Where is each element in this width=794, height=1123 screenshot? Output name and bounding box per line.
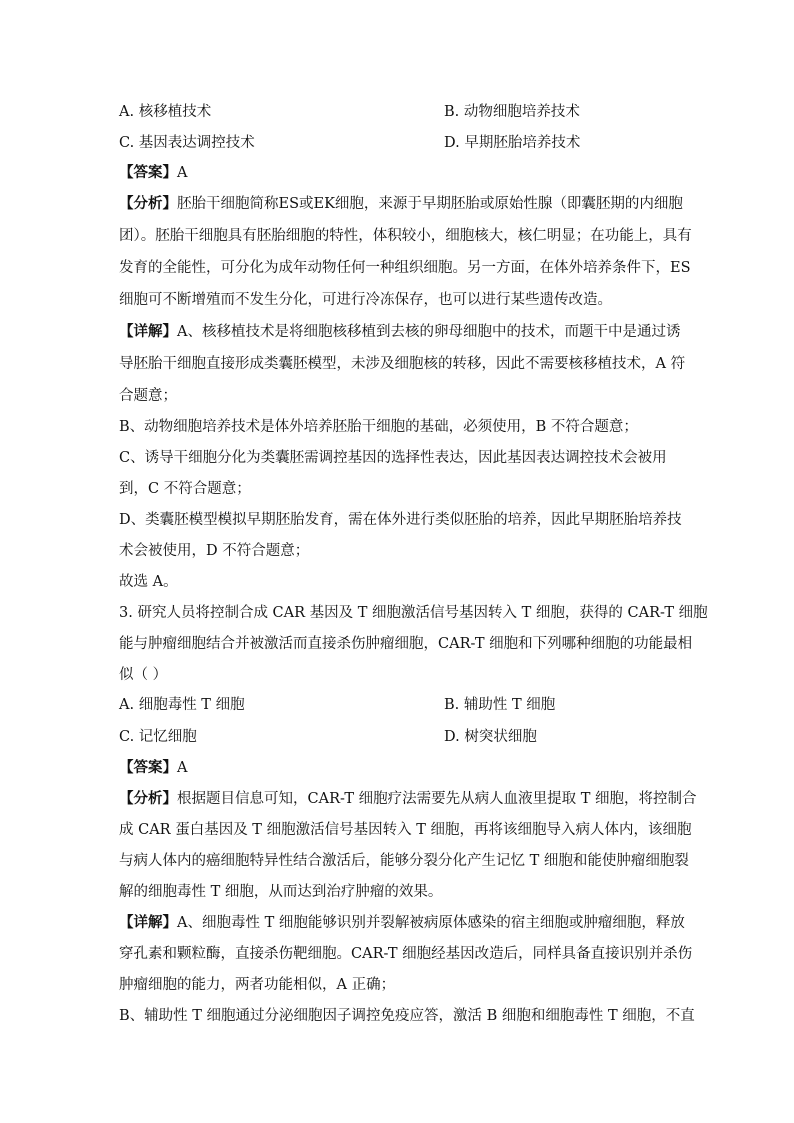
q3-options-row-1 [119,693,719,717]
q2-analysis-line: 细胞可不断增殖而不发生分化，可进行冷冻保存，也可以进行某些遗传改造。 [119,292,612,308]
q2-analysis-line: 发育的全能性，可分化为成年动物任何一种组织细胞。另一方面，在体外培养条件下，ES [119,260,691,276]
q2-detail-line: 导胚胎干细胞直接形成类囊胚模型，未涉及细胞核的转移，因此不需要核移植技术，A 符 [119,356,686,372]
q3-analysis-tag: 【分析】 [119,790,177,807]
q2-detail-tag: 【详解】 [119,323,177,340]
q2-detail-line: B、动物细胞培养技术是体外培养胚胎干细胞的基础，必须使用，B 不符合题意； [119,419,638,435]
q2-options-row-2 [119,131,719,155]
q3-detail-line: 肿瘤细胞的能力，两者功能相似，A 正确； [119,977,396,993]
q2-answer-value: A [177,165,188,181]
q2-option-d: D. 早期胚胎培养技术 [444,135,581,151]
q2-answer-tag: 【答案】 [119,164,177,181]
q3-options-row-2 [119,725,719,749]
q2-options-row-1 [119,100,719,124]
q3-detail-text: A、细胞毒性 T 细胞能够识别并裂解被病原体感染的宿主细胞或肿瘤细胞，释放 [177,915,685,931]
q2-detail-line: 合题意； [119,388,177,404]
q2-analysis-line [119,192,683,216]
q3-stem-line: 能与肿瘤细胞结合并被激活而直接杀伤肿瘤细胞，CAR-T 细胞和下列哪种细胞的功能最相 [119,636,693,652]
q2-detail-line: C、诱导干细胞分化为类囊胚需调控基因的选择性表达，因此基因表达调控技术会被用 [119,450,667,466]
q2-analysis-line: 团）。胚胎干细胞具有胚胎细胞的特性，体积较小，细胞核大，核仁明显；在功能上，具有 [119,228,692,244]
q2-detail-line: D、类囊胚模型模拟早期胚胎发育，需在体外进行类似胚胎的培养，因此早期胚胎培养技 [119,512,682,528]
q2-detail-text: A、核移植技术是将细胞核移植到去核的卵母细胞中的技术，而题干中是通过诱 [177,324,681,340]
q3-answer [119,756,679,780]
q2-answer [119,161,679,185]
q3-option-a: A. 细胞毒性 T 细胞 [119,697,245,713]
q3-stem-line: 3. 研究人员将控制合成 CAR 基因及 T 细胞激活信号基因转入 T 细胞，获得的 CAR-T 细胞 [119,605,708,621]
q3-stem-line: 似（ ） [119,667,168,683]
q3-analysis-line: 解的细胞毒性 T 细胞，从而达到治疗肿瘤的效果。 [119,884,443,900]
q2-analysis-text: 胚胎干细胞简称ES或EK细胞，来源于早期胚胎或原始性腺（即囊胚期的内细胞 [177,196,683,212]
q3-detail-tag: 【详解】 [119,914,177,931]
q2-option-c: C. 基因表达调控技术 [119,135,255,151]
q3-answer-value: A [177,760,188,776]
q3-analysis-line: 与病人体内的癌细胞特异性结合激活后，能够分裂分化产生记忆 T 细胞和能使肿瘤细胞裂 [119,853,689,869]
q3-analysis-text: 根据题目信息可知，CAR-T 细胞疗法需要先从病人血液里提取 T 细胞，将控制合 [177,791,697,807]
q2-option-b: B. 动物细胞培养技术 [444,104,580,120]
q2-analysis-tag: 【分析】 [119,195,177,212]
q2-conclusion: 故选 A。 [119,574,178,590]
q2-detail-line: 到，C 不符合题意； [119,481,251,497]
q2-detail-line [119,320,679,344]
q3-option-d: D. 树突状细胞 [444,729,537,745]
q3-option-b: B. 辅助性 T 细胞 [444,697,556,713]
q3-detail-line: B、辅助性 T 细胞通过分泌细胞因子调控免疫应答，激活 B 细胞和细胞毒性 T 细胞，不直 [119,1008,695,1024]
q3-analysis-line [119,787,697,811]
q2-detail-line: 术会被使用，D 不符合题意； [119,543,310,559]
q3-detail-line [119,911,685,935]
q2-option-a: A. 核移植技术 [119,104,212,120]
q3-detail-line: 穿孔素和颗粒酶，直接杀伤靶细胞。CAR-T 细胞经基因改造后，同样具备直接识别并杀伤 [119,946,693,962]
q3-analysis-line: 成 CAR 蛋白基因及 T 细胞激活信号基因转入 T 细胞，再将该细胞导入病人体内，该细胞 [119,822,692,838]
q3-answer-tag: 【答案】 [119,759,177,776]
q3-option-c: C. 记忆细胞 [119,729,197,745]
